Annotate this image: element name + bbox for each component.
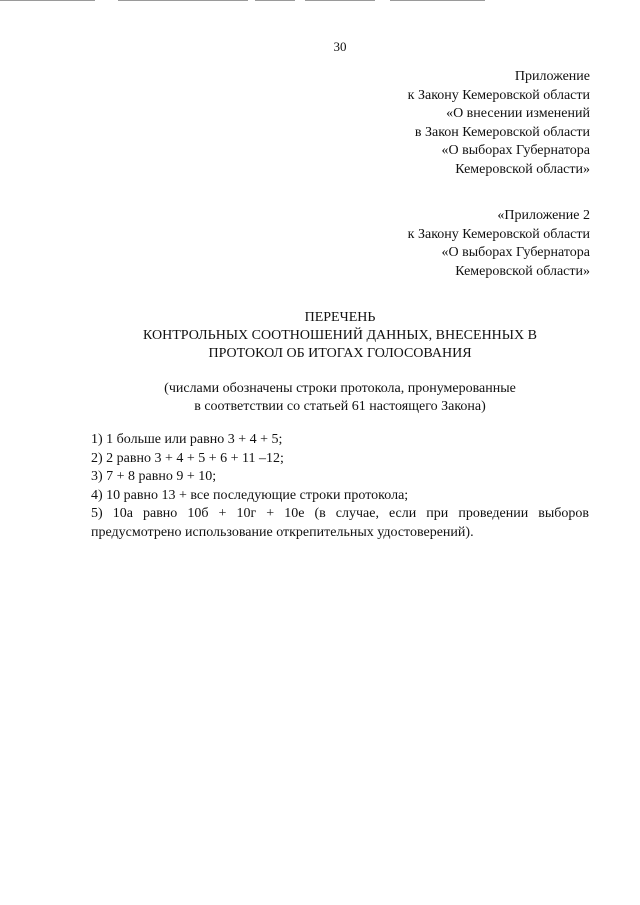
- appendix-2-line: «Приложение 2: [497, 208, 590, 223]
- list-item: 3) 7 + 8 равно 9 + 10;: [91, 469, 217, 484]
- title-line: КОНТРОЛЬНЫХ СООТНОШЕНИЙ ДАННЫХ, ВНЕСЕННЫХ В: [143, 328, 537, 343]
- appendix-1-line: в Закон Кемеровской области: [414, 124, 590, 140]
- appendix-1-line: «О внесении изменений: [446, 106, 590, 121]
- appendix-1-line: Приложение: [514, 69, 590, 84]
- appendix-1-line: Кемеровской области»: [455, 161, 590, 177]
- appendix-2-line: Кемеровской области»: [455, 263, 590, 279]
- appendix-2-line: «О выборах Губернатора: [441, 245, 590, 260]
- title-line: ПРОТОКОЛ ОБ ИТОГАХ ГОЛОСОВАНИЯ: [208, 346, 472, 361]
- note-line: (числами обозначены строки протокола, пронумерованные: [164, 381, 516, 396]
- ratio-list: [91, 431, 589, 542]
- page-number: 30: [333, 39, 347, 54]
- appendix-header-2: [408, 207, 590, 281]
- list-item: 2) 2 равно 3 + 4 + 5 + 6 + 11 –12;: [91, 450, 284, 466]
- appendix-1-line: «О выборах Губернатора: [441, 143, 590, 158]
- title-line: ПЕРЕЧЕНЬ: [304, 310, 376, 325]
- list-item: 4) 10 равно 13 + все последующие строки протокола;: [91, 487, 409, 503]
- title-note: [0, 380, 640, 416]
- list-item: 5) 10а равно 10б + 10г + 10е (в случае, если при проведении выборов предусмотрено использование открепительных удостоверений).: [91, 506, 589, 540]
- appendix-header-1: [408, 68, 590, 179]
- list-item: 1) 1 больше или равно 3 + 4 + 5;: [91, 432, 283, 447]
- appendix-2-line: к Закону Кемеровской области: [407, 226, 590, 242]
- note-line: в соответствии со статьей 61 настоящего Закона): [194, 399, 486, 414]
- appendix-1-line: к Закону Кемеровской области: [407, 87, 590, 103]
- document-title: [0, 309, 640, 363]
- scan-edge-artifact: [0, 0, 640, 3]
